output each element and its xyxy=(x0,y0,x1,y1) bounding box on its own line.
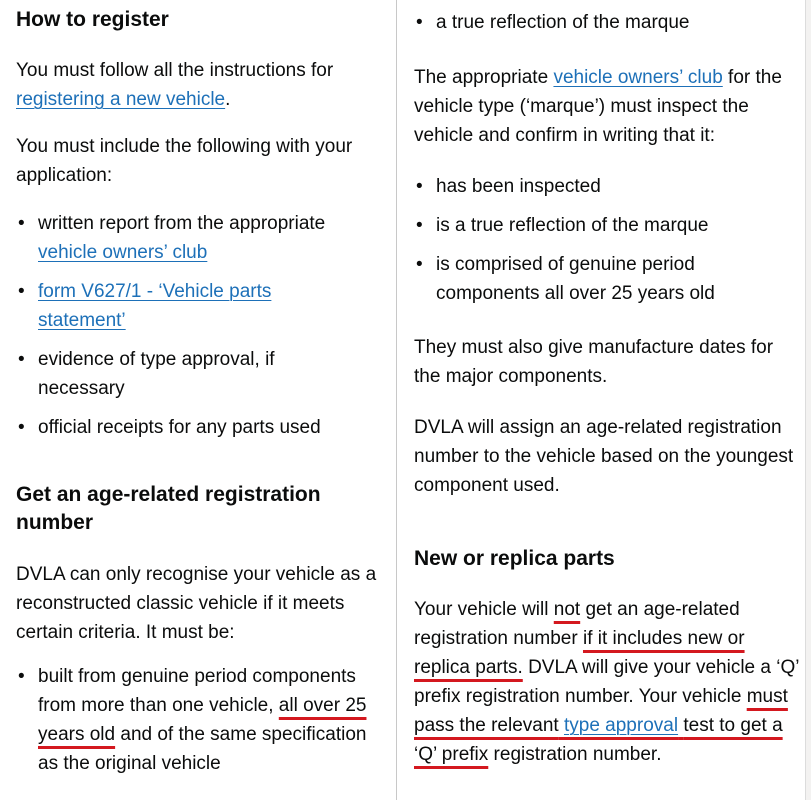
age-related-heading: Get an age-related registration number xyxy=(16,483,321,534)
form-v627-link[interactable]: form V627/1 - ‘Vehicle parts statement’ xyxy=(38,281,272,331)
right-panel xyxy=(396,0,811,800)
list-item: • official receipts for any parts used xyxy=(16,413,386,442)
list-item: • is a true reflection of the marque xyxy=(414,211,784,240)
highlighted-25-years: all over 25 years old xyxy=(38,695,367,745)
scrollbar-track[interactable] xyxy=(805,0,811,800)
marque-list xyxy=(414,8,689,37)
manufacture-dates-paragraph: They must also give manufacture dates for the major components. xyxy=(414,337,774,387)
list-item: • is comprised of genuine period components all over 25 years old xyxy=(414,250,756,308)
type-approval-link[interactable]: type approval xyxy=(563,715,679,736)
club-paragraph: The appropriate vehicle owners’ club for the vehicle type (‘marque’) must inspect the vehicle and confirm in writing that it: xyxy=(414,67,782,146)
registering-new-vehicle-link[interactable]: registering a new vehicle xyxy=(16,89,226,110)
list-item xyxy=(16,277,308,335)
confirm-list xyxy=(414,172,784,308)
intro-paragraph: You must follow all the instructions for registering a new vehicle. xyxy=(16,60,334,110)
highlighted-must-pass: must pass the relevant type approval test to get a ‘Q’ prefix xyxy=(414,686,788,765)
include-paragraph: You must include the following with your application: xyxy=(16,136,353,186)
left-panel xyxy=(0,0,396,800)
list-item: • built from genuine period components from more than one vehicle, all over 25 years old and of the same specification as the original vehicle xyxy=(16,662,376,778)
list-item: • written report from the appropriate vehicle owners’ club xyxy=(16,209,386,267)
dvla-criteria-paragraph: DVLA can only recognise your vehicle as a reconstructed classic vehicle if it meets certain criteria. It must be: xyxy=(16,564,377,643)
criteria-list xyxy=(16,662,376,778)
vehicle-owners-club-link[interactable]: vehicle owners’ club xyxy=(38,242,208,263)
vehicle-owners-club-link[interactable]: vehicle owners’ club xyxy=(553,67,723,88)
dvla-assign-paragraph: DVLA will assign an age-related registration number to the vehicle based on the youngest component used. xyxy=(414,417,794,496)
new-replica-heading: New or replica parts xyxy=(414,547,615,570)
list-item: • a true reflection of the marque xyxy=(414,8,689,37)
list-item: • evidence of type approval, if necessary xyxy=(16,345,308,403)
highlighted-not: not xyxy=(553,599,581,620)
highlighted-new-replica: if it includes new or replica parts. xyxy=(414,628,745,678)
new-replica-paragraph: Your vehicle will not get an age-related registration number if it includes new or replica parts. DVLA will give your vehicle a ‘Q’ prefix registration number. Your vehicle must pass the relevant type approval test to get a ‘Q’ prefix registration number. xyxy=(414,599,799,765)
list-item: • has been inspected xyxy=(414,172,784,201)
how-to-register-heading: How to register xyxy=(16,8,169,31)
include-list xyxy=(16,209,386,442)
